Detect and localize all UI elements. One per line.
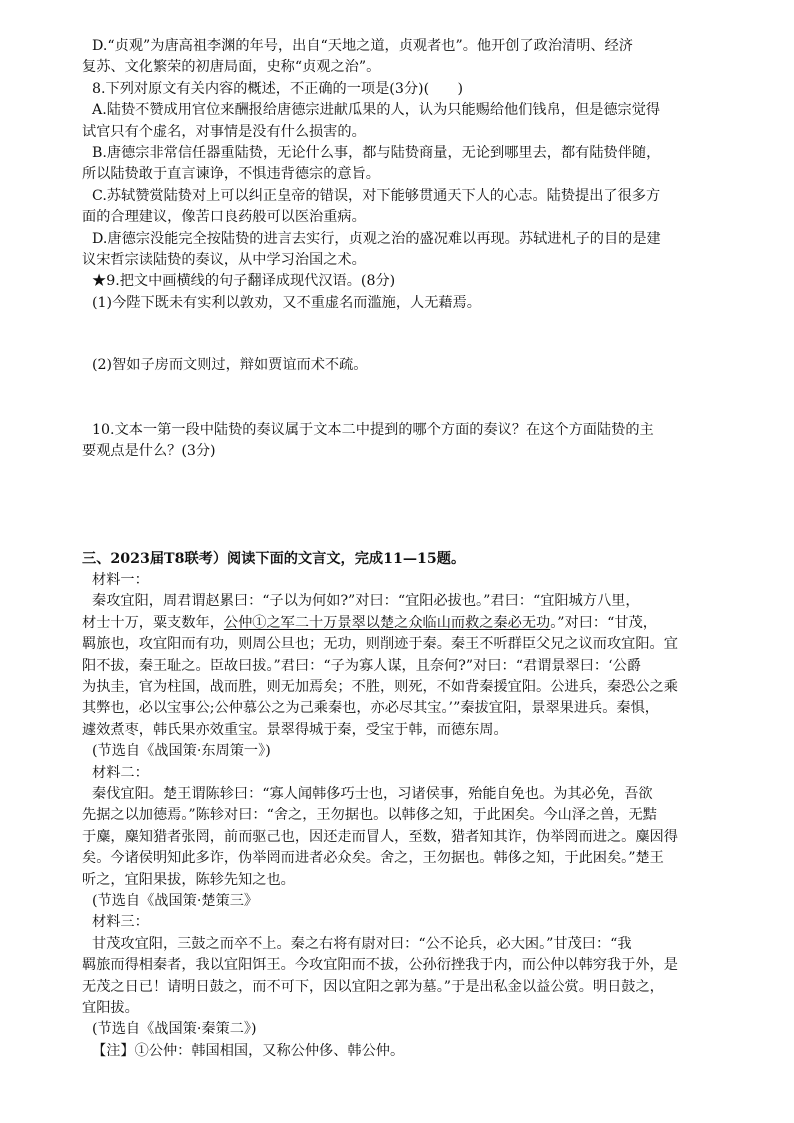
q8-option-d xyxy=(82,229,732,272)
material-1-label: 材料一： xyxy=(92,571,149,588)
section-3-title: 三、2023届T8联考）阅读下面的文言文，完成11—15题。 xyxy=(82,550,466,567)
material-3-label: 材料三： xyxy=(92,914,149,931)
q8-option-a xyxy=(82,100,732,143)
material-3-source: (节选自《战国策·秦策二》) xyxy=(92,1021,257,1038)
q8-option-a-line1: A.陆贽不赞成用官位来酬报给唐德宗进献瓜果的人，认为只能赐给他们钱帛，但是德宗觉得 xyxy=(92,102,661,119)
material-1-line: 为执圭，官为柱国，战而胜，则无加焉矣；不胜，则死，不如背秦援宜阳。公进兵，秦恐公之乘 xyxy=(82,678,678,695)
q8-option-b-line1: B.唐德宗非常信任器重陆贽，无论什么事，都与陆贽商量，无论到哪里去，都有陆贽伴随， xyxy=(92,145,661,162)
q10-line1: 10.文本一第一段中陆贽的奏议属于文本二中提到的哪个方面的奏议？在这个方面陆贽的主 xyxy=(92,421,654,438)
q8-option-d-line1: D.唐德宗没能完全按陆贽的进言去实行，贞观之治的盛况难以再现。苏轼进札子的目的是建 xyxy=(92,230,661,247)
q7-option-d xyxy=(82,36,732,79)
material-2-source: (节选自《战国策·楚策三》 xyxy=(92,893,259,909)
q8-option-b xyxy=(82,143,732,186)
q8-option-d-line2: 议宋哲宗读陆贽的奏议，从中学习治国之术。 xyxy=(82,252,366,269)
q8-option-a-line2: 试官只有个虚名，对事情是没有什么损害的。 xyxy=(82,123,366,140)
material-1-line: 材士十万，粟支数年， xyxy=(82,614,224,631)
material-2-line: 秦伐宜阳。楚王谓陈轸曰：“寡人闻韩侈巧士也，习诸侯事，殆能自免也。为其必免，吾欲 xyxy=(92,785,653,802)
material-3-line: 宜阳拔。 xyxy=(82,1000,139,1017)
q9-sentence-1: (1)今陛下既未有实利以敦劝，又不重虚名而滥施，人无藉焉。 xyxy=(92,294,481,311)
q8-stem: 8.下列对原文有关内容的概述，不正确的一项是(3分)( ) xyxy=(92,80,464,97)
material-1-line: 阳不拔，秦王耻之。臣故曰拔。”君曰：“子为寡人谋，且奈何?”对曰：“君谓景翠曰：‘公爵 xyxy=(82,657,641,674)
material-1-line: 遽效煮枣，韩氏果亦效重宝。景翠得城于秦，受宝于韩，而德东周。 xyxy=(82,721,508,738)
answer-space xyxy=(92,463,732,549)
material-2-line: 矣。今诸侯明知此多诈，伪举罔而进者必众矣。舍之，王勿据也。韩侈之知，于此困矣。”楚王 xyxy=(82,850,664,867)
q9-sentence-2: (2)智如子房而文则过，辩如贾谊而术不疏。 xyxy=(92,357,368,374)
material-1-source: (节选自《战国策·东周策一》) xyxy=(92,743,271,760)
material-3-line: 无茂之日已！请明日鼓之，而不可下，因以宜阳之郭为墓。”于是出私金以益公赏。明日鼓之， xyxy=(82,978,664,995)
material-2-line: 于麋，麋知猎者张罔，前而驱己也，因还走而冒人，至数，猎者知其诈，伪举罔而进之。麋因得 xyxy=(82,828,678,845)
q8-option-c xyxy=(82,186,732,229)
q8-option-c-line1: C.苏轼赞赏陆贽对上可以纠正皇帝的错误，对下能够贯通天下人的心志。陆贽提出了很多方 xyxy=(92,187,661,204)
underlined-sentence: 公仲①之军二十万景翠以楚之众临山而救之秦必无功 xyxy=(223,614,551,631)
q10-stem xyxy=(82,420,732,463)
material-3-text xyxy=(82,934,732,1020)
answer-space xyxy=(92,314,732,355)
q7-option-d-line2: 复苏、文化繁荣的初唐局面，史称“贞观之治”。 xyxy=(82,59,381,76)
q9-stem: ★9.把文中画横线的句子翻译成现代汉语。(8分) xyxy=(92,273,396,290)
material-2-line: 先据之以加德焉。”陈轸对曰：“舍之，王勿据也。以韩侈之知，于此困矣。今山泽之兽，无黠 xyxy=(82,807,657,824)
material-2-label: 材料二： xyxy=(92,764,149,781)
answer-space xyxy=(92,377,732,420)
material-1-line: 秦攻宜阳，周君谓赵累曰：“子以为何如?”对曰：“宜阳必拔也。”君曰：“宜阳城方八里， xyxy=(92,593,640,610)
material-2-line: 听之，宜阳果拔，陈轸先知之也。 xyxy=(82,871,295,888)
material-1-line: 其弊也，必以宝事公;公仲慕公之为己乘秦也，亦必尽其宝。’”秦拔宜阳，景翠果进兵。秦惧， xyxy=(82,700,659,717)
material-3-line: 甘茂攻宜阳，三鼓之而卒不上。秦之右将有尉对曰：“公不论兵，必大困。”甘茂曰：“我 xyxy=(92,935,632,952)
material-1-text xyxy=(82,591,732,741)
material-1-line: 羁旅也，攻宜阳而有功，则周公旦也；无功，则削迹于秦。秦王不听群臣父兄之议而攻宜阳。宜 xyxy=(82,636,678,653)
material-3-line: 羁旅而得相秦者，我以宜阳饵王。今攻宜阳而不拔，公孙衍挫我于内，而公仲以韩穷我于外，是 xyxy=(82,957,678,974)
q10-line2: 要观点是什么？(3分) xyxy=(82,443,216,460)
q7-option-d-line1: D.“贞观”为唐高祖李渊的年号，出自“天地之道，贞观者也”。他开创了政治清明、经济 xyxy=(92,38,633,54)
material-1-line: 。”对曰：“甘茂， xyxy=(550,614,657,631)
material-2-text xyxy=(82,784,732,891)
annotation-note: 【注】①公仲：韩国相国，又称公仲侈、韩公仲。 xyxy=(92,1042,405,1059)
q8-option-c-line2: 面的合理建议，像苦口良药般可以医治重病。 xyxy=(82,209,366,226)
q8-option-b-line2: 所以陆贽敢于直言谏诤，不惧违背德宗的意旨。 xyxy=(82,166,380,183)
exam-page xyxy=(82,36,732,1062)
